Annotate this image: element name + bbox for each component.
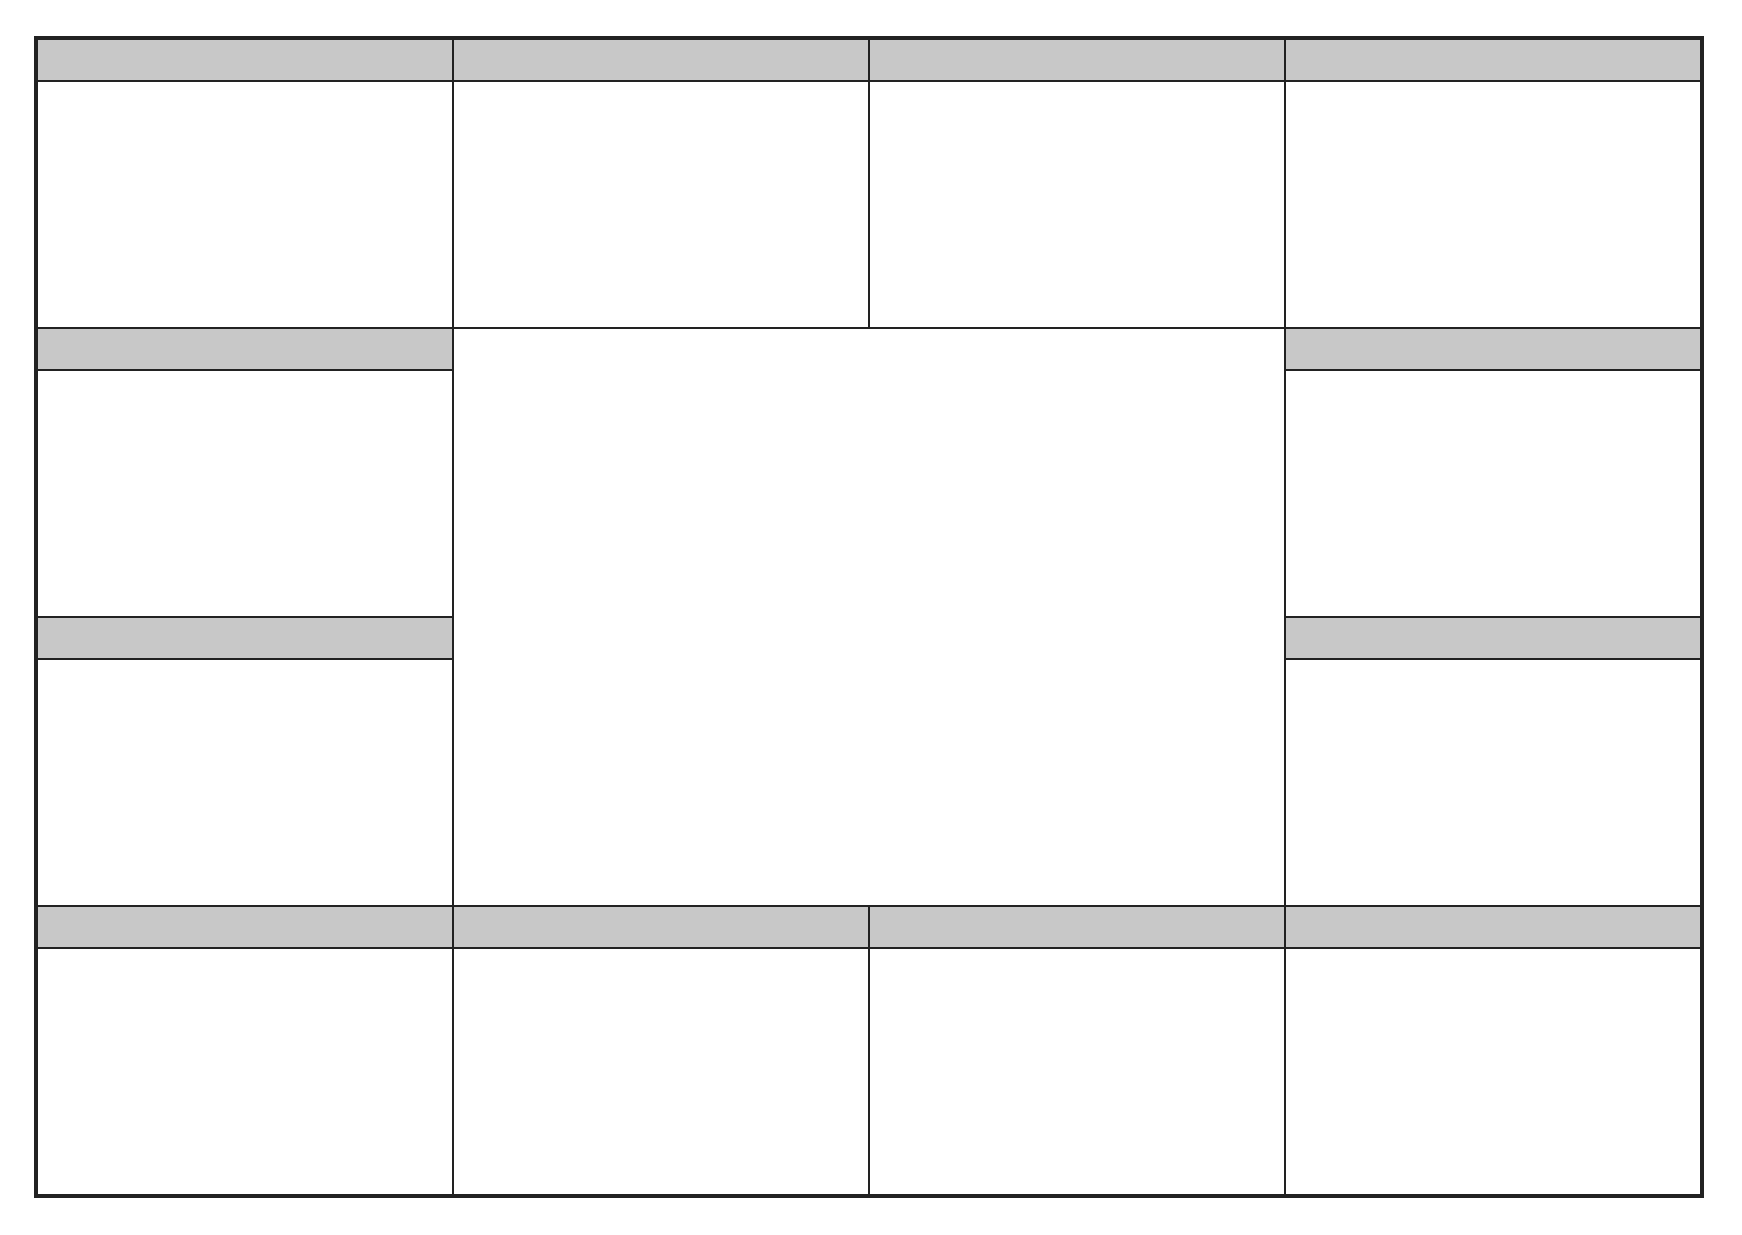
cell-line — [890, 995, 1264, 1035]
cell-line — [890, 208, 1264, 248]
cell — [1285, 617, 1701, 906]
cell-line — [474, 168, 848, 208]
cell-title — [1286, 907, 1700, 949]
cell-title — [1286, 618, 1700, 660]
center-line — [472, 499, 869, 539]
cell-title — [38, 907, 452, 949]
cell — [869, 906, 1285, 1195]
cell-body — [38, 82, 452, 294]
cell-title — [38, 329, 452, 371]
cell-line — [474, 248, 848, 288]
cell — [1285, 328, 1701, 617]
cell-line — [58, 537, 432, 577]
cell-line — [58, 497, 432, 537]
cell-title — [454, 40, 868, 82]
cell-line — [1306, 377, 1680, 417]
cell-line — [58, 746, 432, 786]
cell-body — [454, 82, 868, 294]
cell-line — [58, 168, 432, 208]
cell — [1285, 906, 1701, 1195]
cell — [37, 39, 453, 328]
cell-line — [1306, 1035, 1680, 1075]
cell-body — [1286, 371, 1700, 583]
cell-line — [58, 1035, 432, 1075]
cell-line — [1306, 88, 1680, 128]
cell-line — [1306, 128, 1680, 168]
cell — [453, 906, 869, 1195]
cell-body — [38, 660, 452, 872]
cell-line — [58, 128, 432, 168]
cell-line — [58, 208, 432, 248]
center-line — [472, 459, 869, 499]
cell-line — [1306, 706, 1680, 746]
cell — [37, 328, 453, 617]
chart-grid — [34, 36, 1704, 1198]
cell-line — [1306, 248, 1680, 288]
cell — [1285, 39, 1701, 328]
cell-line — [58, 706, 432, 746]
cell-line — [1306, 1115, 1680, 1155]
cell-body — [870, 949, 1284, 1161]
cell-body — [38, 949, 452, 1161]
center-line — [869, 379, 1266, 419]
cell-title — [870, 40, 1284, 82]
cell-line — [1306, 746, 1680, 786]
center-right — [869, 339, 1266, 895]
cell-title — [38, 40, 452, 82]
cell-line — [890, 1075, 1264, 1115]
cell-line — [58, 1075, 432, 1115]
cell-line — [1306, 417, 1680, 457]
cell-line — [474, 128, 848, 168]
cell-line — [890, 1035, 1264, 1075]
cell-line — [58, 955, 432, 995]
cell — [453, 39, 869, 328]
cell-line — [1306, 995, 1680, 1035]
cell — [37, 906, 453, 1195]
center-line — [869, 419, 1266, 459]
cell-line — [1306, 826, 1680, 866]
center-line — [472, 339, 869, 379]
center-line — [472, 419, 869, 459]
cell-line — [58, 1115, 432, 1155]
cell-title — [1286, 40, 1700, 82]
cell-line — [58, 826, 432, 866]
center-left — [472, 339, 869, 895]
cell-line — [474, 1035, 848, 1075]
cell-line — [1306, 457, 1680, 497]
cell-line — [58, 457, 432, 497]
cell — [37, 617, 453, 906]
cell-line — [890, 1115, 1264, 1155]
cell-line — [58, 248, 432, 288]
cell-line — [1306, 955, 1680, 995]
cell-line — [58, 786, 432, 826]
cell-body — [454, 949, 868, 1161]
cell-line — [890, 248, 1264, 288]
cell-body — [1286, 949, 1700, 1161]
cell-line — [474, 88, 848, 128]
center-line — [869, 579, 1266, 619]
center-line — [869, 539, 1266, 579]
cell-line — [890, 88, 1264, 128]
cell-line — [474, 208, 848, 248]
cell-title — [1286, 329, 1700, 371]
cell-line — [58, 417, 432, 457]
cell-line — [1306, 168, 1680, 208]
cell-line — [1306, 786, 1680, 826]
center-line — [869, 459, 1266, 499]
cell-title — [38, 618, 452, 660]
center-line — [472, 379, 869, 419]
cell-title — [870, 907, 1284, 949]
cell-line — [1306, 666, 1680, 706]
cell — [869, 39, 1285, 328]
cell-line — [474, 995, 848, 1035]
cell-line — [58, 88, 432, 128]
cell-line — [474, 955, 848, 995]
cell-line — [58, 666, 432, 706]
cell-line — [58, 995, 432, 1035]
cell-line — [1306, 1075, 1680, 1115]
cell-line — [1306, 208, 1680, 248]
cell-line — [890, 168, 1264, 208]
cell-line — [474, 1115, 848, 1155]
chart-center — [453, 328, 1285, 906]
cell-body — [38, 371, 452, 583]
cell-line — [58, 377, 432, 417]
cell-line — [890, 955, 1264, 995]
cell-body — [1286, 82, 1700, 294]
cell-line — [1306, 537, 1680, 577]
cell-title — [454, 907, 868, 949]
center-line — [869, 499, 1266, 539]
cell-line — [890, 128, 1264, 168]
cell-line — [474, 1075, 848, 1115]
center-line — [869, 339, 1266, 379]
cell-body — [870, 82, 1284, 294]
cell-line — [1306, 497, 1680, 537]
cell-body — [1286, 660, 1700, 872]
